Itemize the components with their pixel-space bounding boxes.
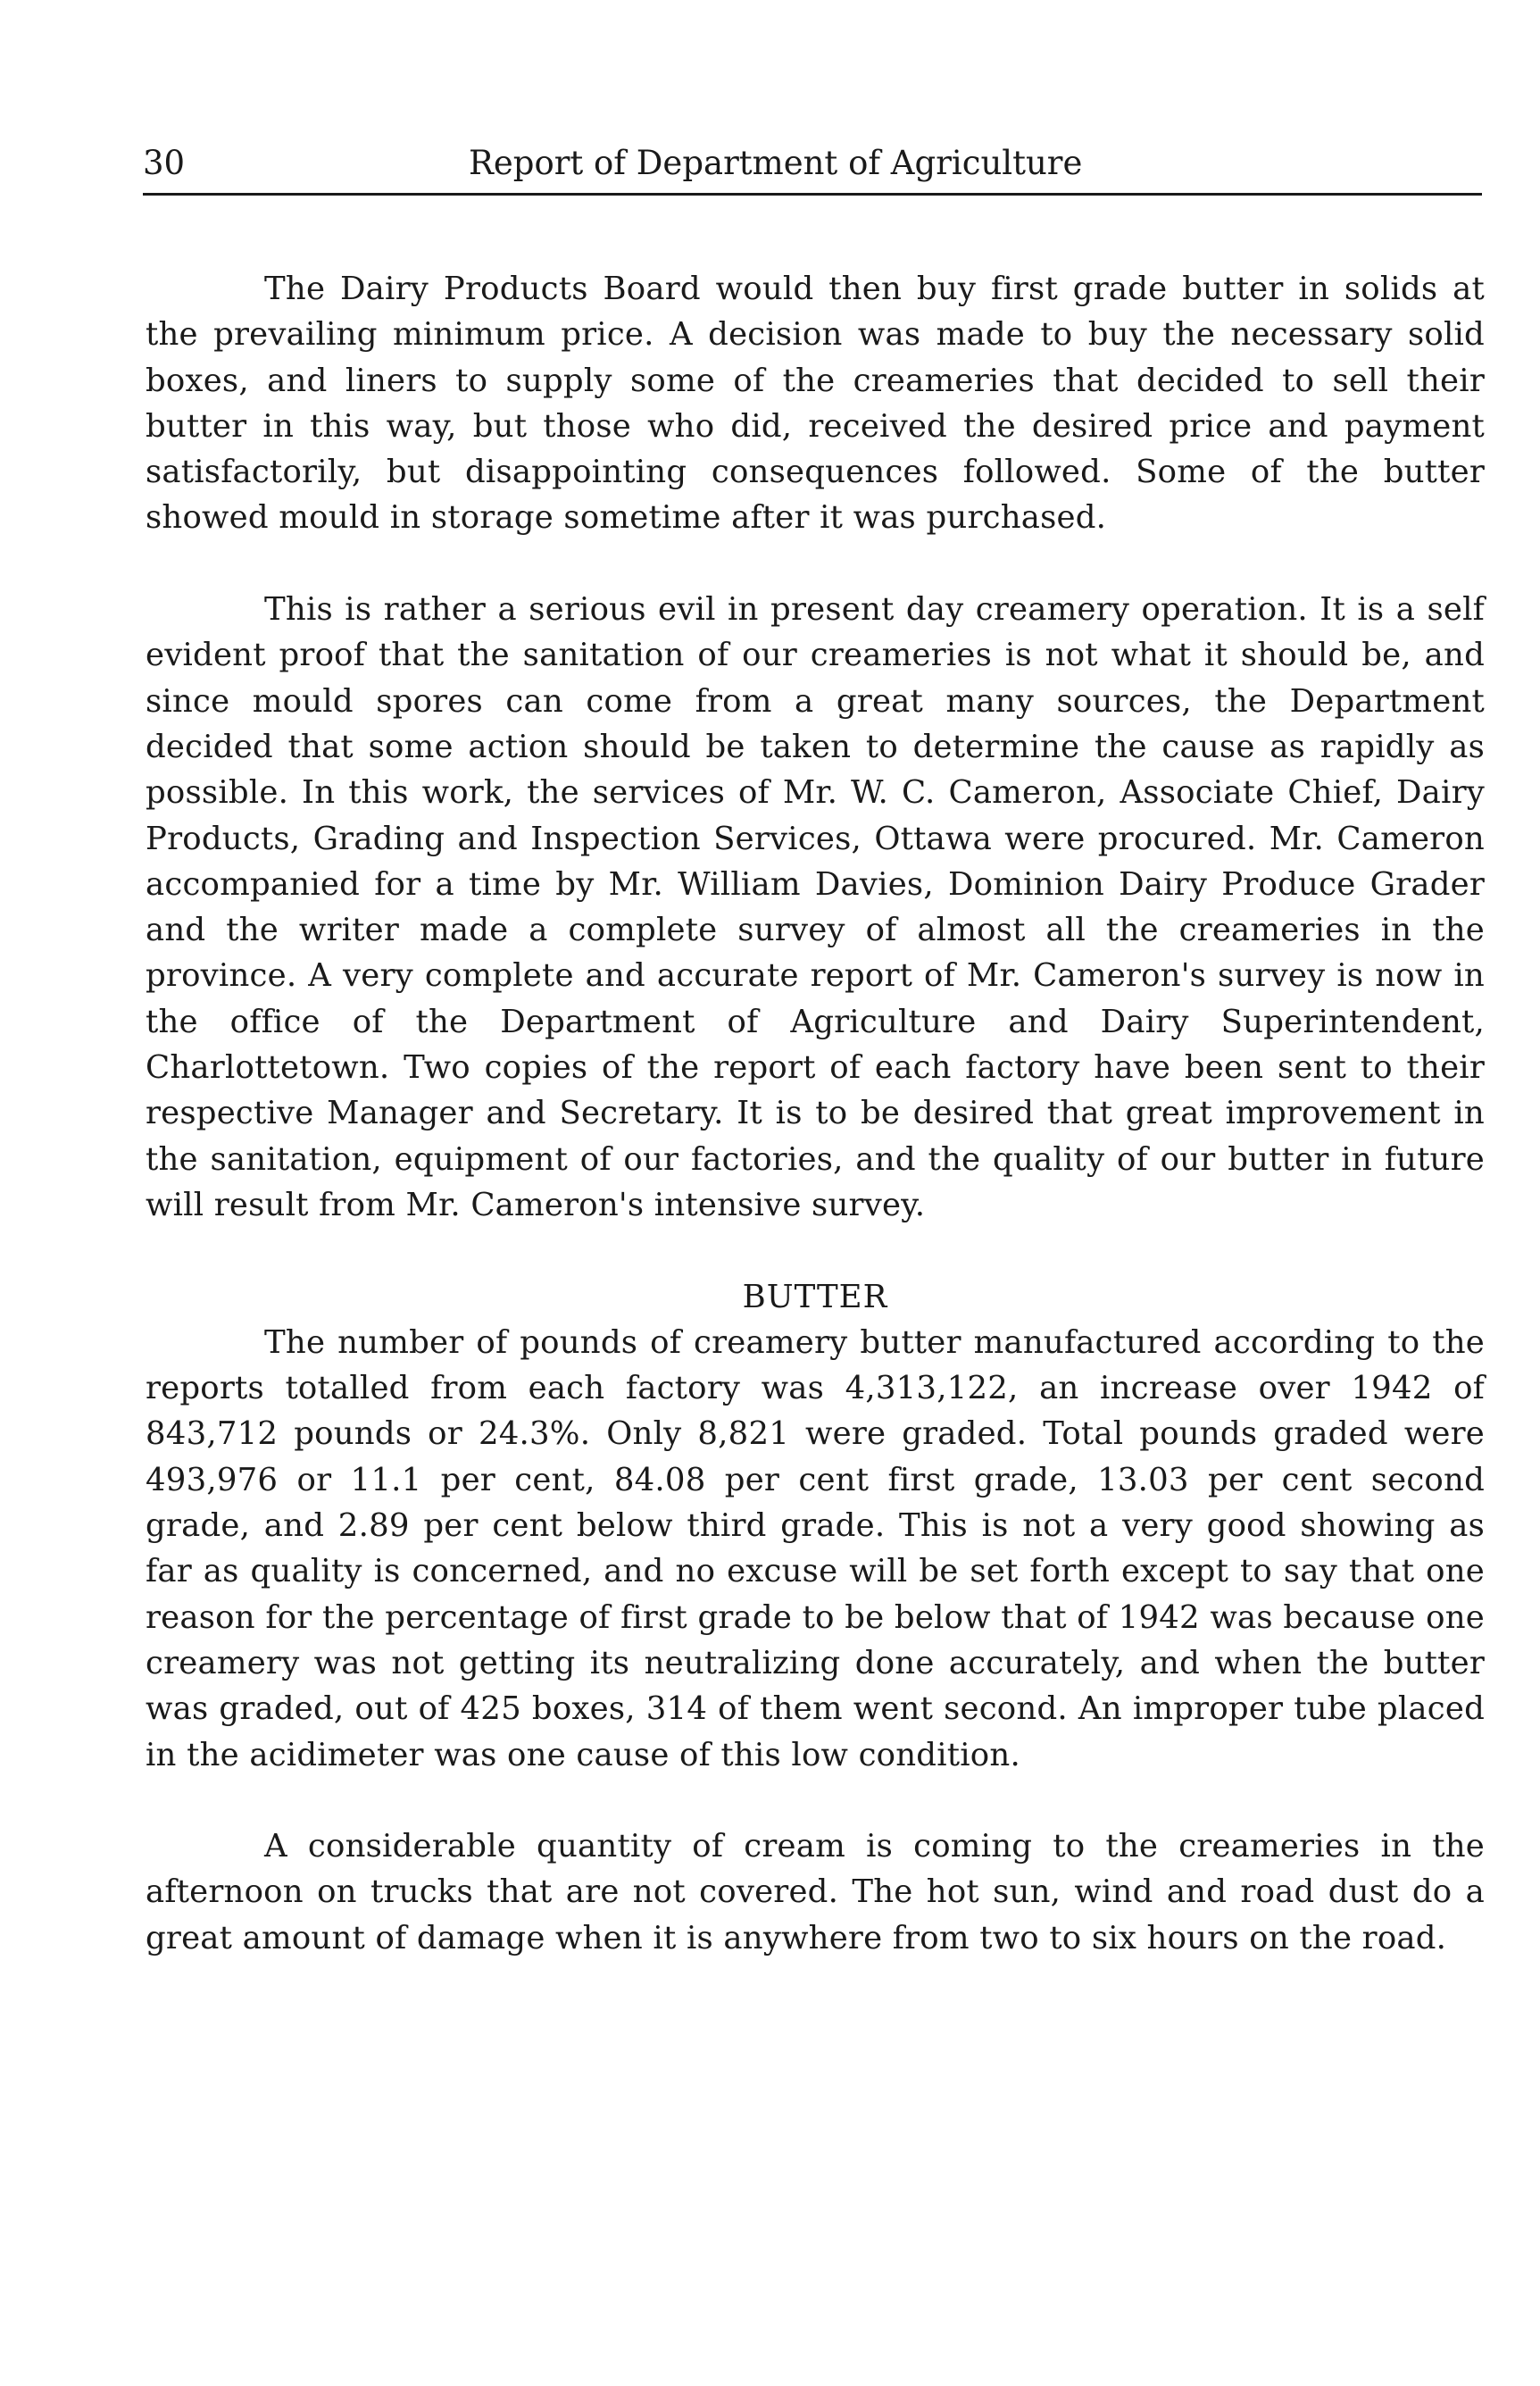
paragraph-spacer — [146, 1778, 1485, 1823]
page-number: 30 — [143, 144, 186, 182]
paragraph-spacer — [146, 541, 1485, 587]
body-text — [146, 266, 1485, 1961]
running-title: Report of Department of Agriculture — [469, 144, 1083, 182]
running-header — [143, 143, 1482, 196]
paragraph-butter-production: The number of pounds of creamery butter manufactured according to the reports totalled from each factory was 4,313,122, an increase over 1942 of 843,712 pounds or 24.3%. Only 8,821 were graded. Total pounds graded were 493,976 or 11.1 per cent, 84.08 per cent first grade, 13.03 per cent second grade, and 2.89 per cent below third grade. This is not a very good showing as far as quality is concerned, and no excuse will be set forth except to say that one reason for the percentage of first grade to be below that of 1942 was because one creamery was not getting its neutralizing done accurately, and when the butter was graded, out of 425 boxes, 314 of them went second. An improper tube placed in the acidimeter was one cause of this low condition. — [146, 1323, 1485, 1773]
paragraph-creamery-sanitation: This is rather a serious evil in present day creamery operation. It is a self evident proof that the sanitation of our creameries is not what it should be, and since mould spores can come from a great many sources, the Department decided that some action should be taken to determine the cause as rapidly as possible. In this work, the services of Mr. W. C. Cameron, Associate Chief, Dairy Products, Grading and Inspection Services, Ottawa were procured. Mr. Cameron accompanied for a time by Mr. William Davies, Dominion Dairy Produce Grader and the writer made a complete survey of almost all the creameries in the province. A very complete and accurate report of Mr. Cameron's survey is now in the office of the Department of Agriculture and Dairy Superintendent, Charlottetown. Two copies of the report of each factory have been sent to their respective Manager and Secretary. It is to be desired that great improvement in the sanitation, equipment of our factories, and the quality of our butter in future will result from Mr. Cameron's intensive survey. — [146, 591, 1485, 1223]
paragraph-cream-transport: A considerable quantity of cream is coming to the creameries in the afternoon on trucks that are not covered. The hot sun, wind and road dust do a great amount of damage when it is anywhere from two to six hours on the road. — [146, 1828, 1485, 1956]
section-heading-butter: BUTTER — [742, 1278, 888, 1315]
paragraph-dairy-products-board: The Dairy Products Board would then buy first grade butter in solids at the prevailing minimum price. A decision was made to buy the necessary solid boxes, and liners to supply some of the creameries that decided to sell their butter in this way, but those who did, received the desired price and payment satisfactorily, but disappointing consequences followed. Some of the butter showed mould in storage sometime after it was purchased. — [146, 271, 1485, 537]
paragraph-spacer — [146, 1228, 1485, 1273]
